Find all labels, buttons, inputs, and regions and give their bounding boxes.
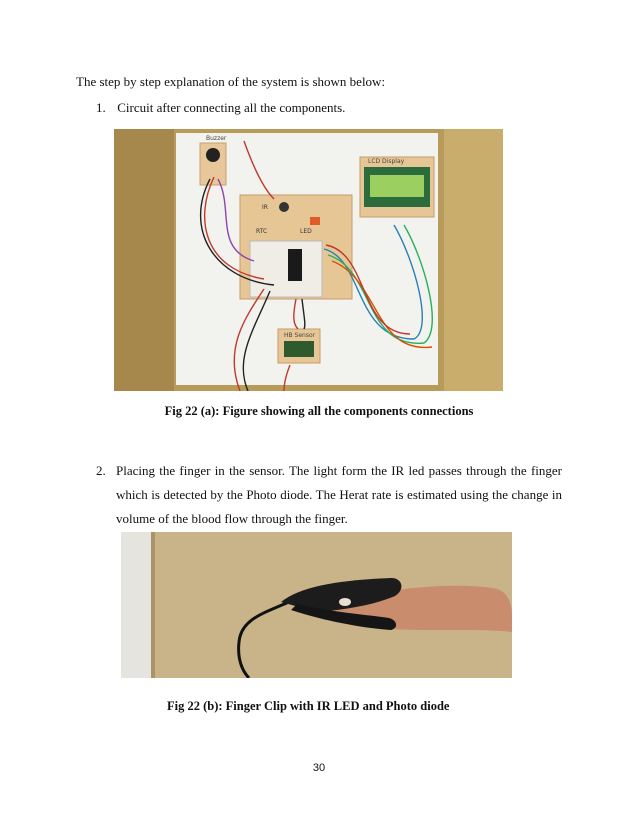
figure-caption: Fig 22 (a): Figure showing all the components connections [164, 404, 474, 418]
list-item-text: Circuit after connecting all the components. [117, 100, 346, 115]
hb-sensor-label: HB Sensor [284, 332, 316, 339]
main-board [240, 195, 352, 299]
lcd-label: LCD Display [368, 158, 405, 165]
list-item-number: 1. [96, 100, 106, 115]
list-item-2 [96, 459, 562, 531]
figure-caption: Fig 22 (b): Finger Clip with IR LED and Photo diode [167, 699, 450, 713]
list-item-1 [96, 100, 345, 116]
led-label: LED [300, 228, 312, 235]
list-item-text: Placing the finger in the sensor. The light form the IR led passes through the finger which is detected by the Photo diode. The Herat rate is estimated using the change in volume of the blood flow through the finger. [116, 463, 562, 526]
list-item-number: 2. [96, 463, 106, 478]
buzzer-label: Buzzer [206, 135, 227, 142]
circuit-photo [114, 129, 503, 391]
ir-label: IR [262, 204, 268, 211]
page-number: 30 [312, 762, 326, 774]
lcd-display [360, 157, 434, 217]
hb-sensor-board [278, 329, 320, 363]
rtc-label: RTC [256, 228, 268, 235]
finger-clip-photo [121, 532, 512, 678]
intro-text: The step by step explanation of the system is shown below: [76, 74, 386, 89]
